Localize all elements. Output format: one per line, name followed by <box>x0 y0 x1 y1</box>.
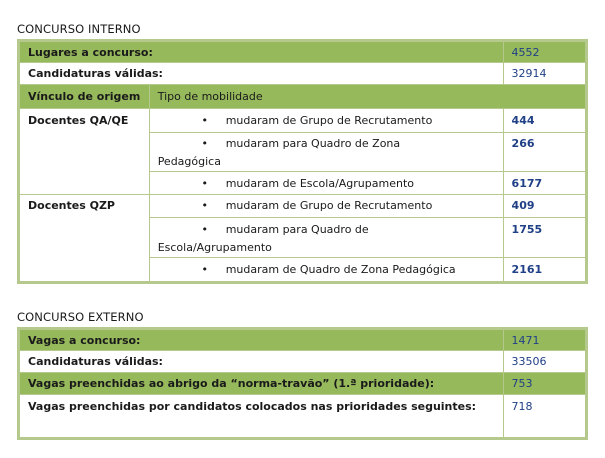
bullet-icon: • <box>201 137 208 150</box>
concurso-interno-table <box>17 39 588 284</box>
header-row <box>19 85 587 109</box>
mobility-cell <box>149 172 503 195</box>
externo-row-value: 33506 <box>503 351 586 373</box>
table-row <box>19 373 587 395</box>
candidaturas-value: 32914 <box>503 63 586 85</box>
group-label-qzp: Docentes QZP <box>19 195 150 283</box>
lugares-value: 4552 <box>503 41 586 63</box>
externo-row-value: 718 <box>503 395 586 439</box>
mobility-value: 1755 <box>503 218 586 258</box>
externo-row-value: 1471 <box>503 329 586 351</box>
mobility-text-cont: Escola/Agrupamento <box>157 241 272 254</box>
mobility-cell <box>149 195 503 218</box>
concurso-externo-title: CONCURSO EXTERNO <box>17 310 144 324</box>
table-row <box>19 329 587 351</box>
mobility-cell <box>149 258 503 283</box>
mobility-value: 266 <box>503 133 586 172</box>
concurso-externo-table <box>17 327 588 440</box>
mobility-text-cont: Pedagógica <box>157 155 221 168</box>
mobility-value: 2161 <box>503 258 586 283</box>
mobility-value: 409 <box>503 195 586 218</box>
bullet-icon: • <box>201 177 208 190</box>
mobility-text: mudaram de Grupo de Recrutamento <box>225 114 433 127</box>
mobility-value: 444 <box>503 109 586 133</box>
mobility-value: 6177 <box>503 172 586 195</box>
mobility-cell <box>149 109 503 133</box>
lugares-label: Lugares a concurso: <box>19 41 504 63</box>
externo-row-label: Candidaturas válidas: <box>19 351 504 373</box>
candidaturas-label: Candidaturas válidas: <box>19 63 504 85</box>
table-row <box>19 351 587 373</box>
mobility-text: mudaram para Quadro de <box>225 223 369 236</box>
mobility-text: mudaram de Grupo de Recrutamento <box>225 199 433 212</box>
candidaturas-row <box>19 63 587 85</box>
bullet-icon: • <box>201 263 208 276</box>
group-label-qa-qe: Docentes QA/QE <box>19 109 150 195</box>
mobility-cell <box>149 133 503 172</box>
bullet-icon: • <box>201 114 208 127</box>
bullet-icon: • <box>201 199 208 212</box>
concurso-interno-title: CONCURSO INTERNO <box>17 22 141 36</box>
externo-row-label: Vagas a concurso: <box>19 329 504 351</box>
table-row <box>19 395 587 439</box>
col-tipo-header: Tipo de mobilidade <box>149 85 586 109</box>
mobility-cell <box>149 218 503 258</box>
col-vinculo-header: Vínculo de origem <box>19 85 150 109</box>
externo-row-label: Vagas preenchidas ao abrigo da “norma-travão” (1.ª prioridade): <box>19 373 504 395</box>
externo-row-value: 753 <box>503 373 586 395</box>
mobility-text: mudaram de Escola/Agrupamento <box>225 177 415 190</box>
bullet-icon: • <box>201 223 208 236</box>
mobility-text: mudaram de Quadro de Zona Pedagógica <box>225 263 456 276</box>
lugares-row <box>19 41 587 63</box>
table-row <box>19 195 587 218</box>
externo-row-label: Vagas preenchidas por candidatos colocados nas prioridades seguintes: <box>19 395 504 439</box>
mobility-text: mudaram para Quadro de Zona <box>225 137 401 150</box>
table-row <box>19 109 587 133</box>
